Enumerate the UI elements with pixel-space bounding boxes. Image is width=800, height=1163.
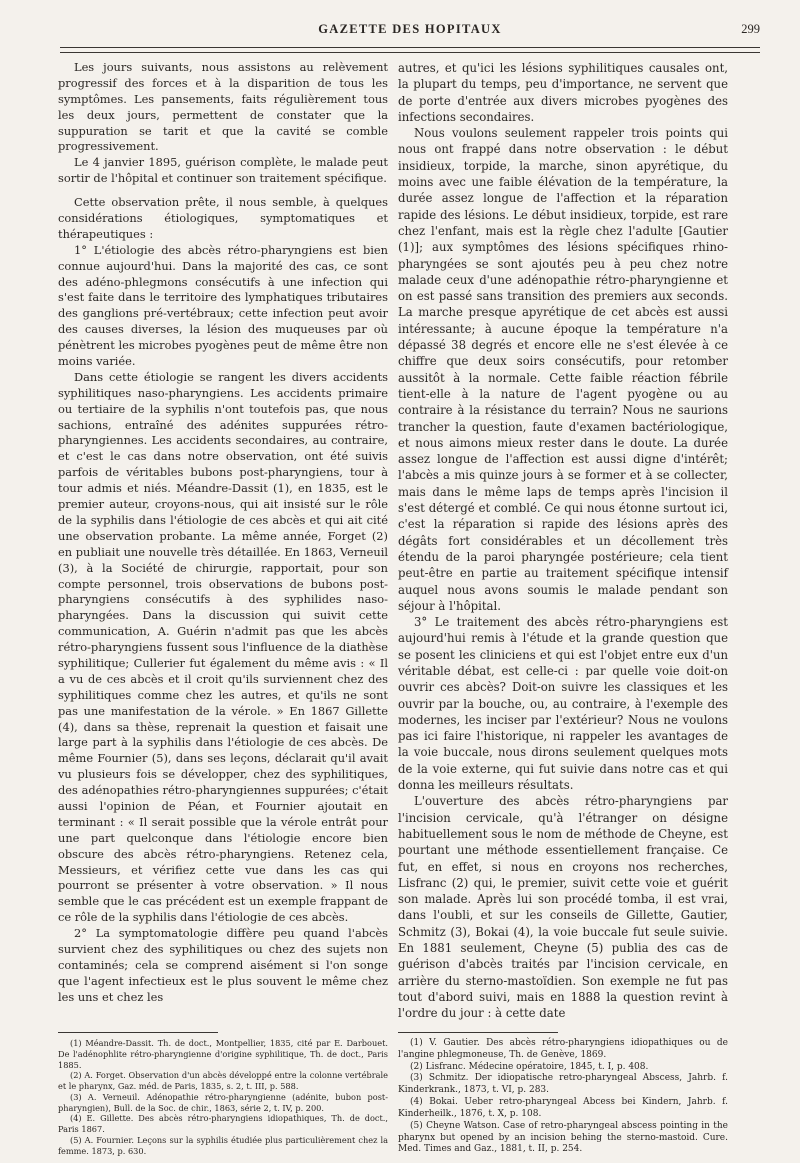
- paragraph: Les jours suivants, nous assistons au relèvement progressif des forces et à la disparition de tous les symptômes. Les pansements, faits régulièrement tous les deux jours, permettent de constater que la suppuration se tarit et que la cavité se comble progressivement.: [58, 60, 388, 154]
- footnotes-right: [398, 1038, 728, 1156]
- footnote: (3) Schmitz. Der idiopatische retro-pharyngeal Abscess, Jahrb. f. Kinderkrank., 1873, t. VI, p. 283.: [398, 1073, 728, 1096]
- footnote: (2) Lisfranc. Médecine opératoire, 1845, t. I, p. 408.: [410, 1061, 649, 1072]
- footnote-rule: [58, 1032, 218, 1033]
- header-rule-thin: [60, 52, 760, 53]
- header-rule-thick: [60, 47, 760, 48]
- paragraph: Dans cette étiologie se rangent les divers accidents syphilitiques naso-pharyngiens. Les accidents primaire ou tertiaire de la syphilis n'ont toutefois pas, que nous sachions, entraîné des adénites suppurées rétro-pharyngiennes. Les accidents secondaires, au contraire, et c'est le cas dans notre observation, ont été suivis parfois de véritables bubons post-pharyngiens, tour à tour admis et niés. Méandre-Dassit (1), en 1835, est le premier auteur, croyons-nous, qui ait insisté sur le rôle de la syphilis dans l'étiologie de ces abcès et qui ait cité une observation probante. La même année, Forget (2) en publiait une nouvelle très détaillée. En 1863, Verneuil (3), à la Société de chirurgie, rapportait, pour son compte personnel, trois observations de bubons post-pharyngiens consécutifs à des syphilides naso-pharyngées. Dans la discussion qui suivit cette communication, A. Guérin n'admit pas que les abcès rétro-pharyngiens fussent sous l'influence de la diathèse syphilitique; Cullerier fut également du même avis : « Il a vu de ces abcès et il croit qu'ils surviennent chez des syphilitiques comme chez les autres, et qu'ils ne sont pas une manifestation de la vérole. » En 1867 Gillette (4), dans sa thèse, reprenait la question et faisait une large part à la syphilis dans l'étiologie de ces abcès. De même Fournier (5), dans ses leçons, déclarait qu'il avait vu plusieurs fois se développer, chez des syphilitiques, des adénopathies rétro-pharyngiennes suppurées; c'était aussi l'opinion de Péan, et Fournier ajoutait en terminant : « Il serait possible que la vérole entrât pour une part quelconque dans l'étiologie encore bien obscure des abcès rétro-pharyngiens. Retenez cela, Messieurs, et vérifiez cette vue dans les cas qui pourront se présenter à votre observation. » Il nous semble que le cas précédent est un exemple frappant de ce rôle de la syphilis dans l'étiologie de ces abcès.: [58, 369, 388, 925]
- footnote: (4) E. Gillette. Des abcès rétro-pharyngiens idiopathiques, Th. de doct., Paris 1867.: [58, 1113, 388, 1135]
- footnotes-left: [58, 1038, 388, 1156]
- right-column: [398, 60, 728, 1022]
- paragraph: autres, et qu'ici les lésions syphilitiques causales ont, la plupart du temps, peu d'importance, ne servent que de porte d'entrée aux divers microbes pyogènes des infections secondaires.: [398, 61, 728, 124]
- footnote-rule: [398, 1032, 558, 1033]
- footnote: (5) Cheyne Watson. Case of retro-pharyngeal abscess pointing in the pharynx but opened by an incision behing the sterno-mastoid. Cure. Med. Times and Gaz., 1881, t. II, p. 254.: [398, 1120, 728, 1155]
- paragraph: Nous voulons seulement rappeler trois points qui nous ont frappé dans notre observation : le début insidieux, torpide, la marche, sinon apyrétique, du moins avec une faible élévation de la température, la durée assez longue de l'affection et la réparation rapide des lésions. Le début insidieux, torpide, est rare chez l'enfant, mais est la règle chez l'adulte [Gautier (1)]; aux symptômes des lésions spécifiques rhino-pharyngées se sont ajoutés peu à peu chez notre malade ceux d'une adénopathie rétro-pharyngienne et on est passé sans transition des premiers aux seconds. La marche presque apyrétique de cet abcès est aussi intéressante; à aucune époque la température n'a dépassé 38 degrés et encore elle ne s'est élevée à ce chiffre que deux soirs consécutifs, pour retomber aussitôt à la normale. Cette faible réaction fébrile tient-elle à la nature de l'agent pyogène ou au contraire à la résistance du terrain? Nous ne saurions trancher la question, faute d'examen bactériologique, et nous aimons mieux rester dans le doute. La durée assez longue de l'affection est aussi digne d'intérêt; l'abcès a mis quinze jours à se former et à se collecter, mais dans le même laps de temps après l'incision il s'est détergé et comblé. Ce qui nous étonne surtout ici, c'est la réparation si rapide des lésions après des dégâts fort considérables et un décollement très étendu de la paroi pharyngée postérieure; cela tient peut-être en partie au traitement spécifique intensif auquel nous avons soumis le malade pendant son séjour à l'hôpital.: [398, 126, 728, 613]
- footnote: (1) V. Gautier. Des abcès rétro-pharyngiens idiopathiques ou de l'angine phlegmoneuse, Th. de Genève, 1869.: [398, 1038, 728, 1060]
- running-title: GAZETTE DES HOPITAUX: [318, 22, 502, 36]
- footnote: (5) A. Fournier. Leçons sur la syphilis étudiée plus particulièrement chez la femme. 1873, p. 630.: [58, 1134, 388, 1156]
- footnote: (1) Méandre-Dassit. Th. de doct., Montpellier, 1835, cité par E. Darbouet. De l'adénophlite rétro-pharyngienne d'origine syphilitique, Th. de doct., Paris 1885.: [58, 1038, 388, 1070]
- left-column: [58, 60, 388, 1006]
- paragraph: 2° La symptomatologie diffère peu quand l'abcès survient chez des syphilitiques ou chez des sujets non contaminés; cela se comprend aisément si l'on songe que l'agent infectieux est le plus souvent le même chez les uns et chez les: [58, 926, 388, 1004]
- paragraph: 1° L'étiologie des abcès rétro-pharyngiens est bien connue aujourd'hui. Dans la majorité des cas, ce sont des adéno-phlegmons consécutifs à une infection qui s'est faite dans le territoire des lymphatiques tributaires des ganglions pré-vertébraux; cette infection peut avoir des causes diverses, la lésion des muqueuses par où pénètrent les microbes pyogènes peut de même être non moins variée.: [58, 242, 388, 369]
- footnote: (3) A. Verneuil. Adénopathie rétro-pharyngienne (adénite, bubon post-pharyngien), Bull. de la Soc. de chir., 1863, série 2, t. IV, p. 200.: [58, 1091, 388, 1113]
- footnote: (2) A. Forget. Observation d'un abcès développé entre la colonne vertébrale et le pharynx, Gaz. méd. de Paris, 1835, s. 2, t. III, p. 588.: [58, 1070, 388, 1092]
- paragraph: 3° Le traitement des abcès rétro-pharyngiens est aujourd'hui remis à l'étude et la grande question que se posent les cliniciens et qui est l'objet entre eux d'un véritable débat, est celle-ci : par quelle voie doit-on ouvrir ces abcès? Doit-on suivre les classiques et les ouvrir par la bouche, ou, au contraire, à l'exemple des modernes, les inciser par l'extérieur? Nous ne voulons pas ici faire l'historique, ni rappeler les avantages de la voie buccale, nous dirons seulement quelques mots de la voie externe, qui fut suivie dans notre cas et qui donna les meilleurs résultats.: [398, 615, 728, 793]
- page-header: [60, 12, 760, 46]
- paragraph: Cette observation prête, il nous semble, à quelques considérations étiologiques, symptomatiques et thérapeutiques :: [58, 195, 388, 241]
- footnote: (4) Bokai. Ueber retro-pharyngeal Abcess bei Kindern, Jahrb. f. Kinderheilk., 1876, t. X, p. 108.: [398, 1097, 728, 1119]
- paragraph: Le 4 janvier 1895, guérison complète, le malade peut sortir de l'hôpital et continuer son traitement spécifique.: [58, 155, 388, 186]
- paragraph: L'ouverture des abcès rétro-pharyngiens par l'incision cervicale, qu'à l'étranger on désigne habituellement sous le nom de méthode de Cheyne, est pourtant une méthode essentiellement française. Ce fut, en effet, si nous en croyons nos recherches, Lisfranc (2) qui, le premier, suivit cette voie et guérit son malade. Après lui son procédé tomba, il est vrai, dans l'oubli, et sur les conseils de Gillette, Gautier, Schmitz (3), Bokai (4), la voie buccale fut seule suivie. En 1881 seulement, Cheyne (5) publia des cas de guérison d'abcès traités par l'incision cervicale, en arrière du sterno-mastoïdien. Son exemple ne fut pas tout d'abord suivi, mais en 1888 la question revint à l'ordre du jour : à cette date: [398, 794, 728, 1021]
- page-number: 299: [741, 22, 760, 36]
